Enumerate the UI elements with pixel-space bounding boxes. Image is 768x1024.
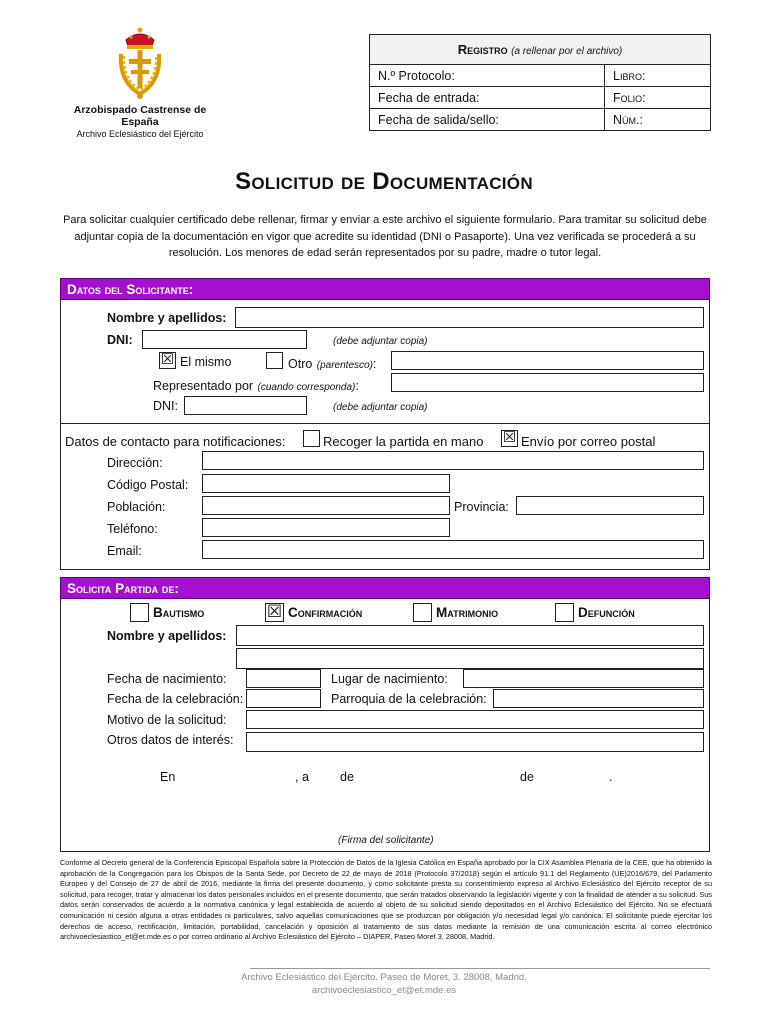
- fecha-salida-cell[interactable]: [370, 109, 605, 131]
- cp-label: Código Postal:: [107, 478, 189, 492]
- intro-text: Para solicitar cualquier certificado debe rellenar, firmar y enviar a este archivo el siguiente formulario. Para tramitar su solicitud debe adjuntar copia de la documentación en vigor que acredite su identidad (DNI o Pasaporte). Una vez verificada se procederá a su resolución. Los menores de edad serán representados por su padre, madre o tutor legal.: [63, 214, 707, 259]
- punto-label: .: [609, 770, 613, 784]
- header-logo-block: [60, 24, 220, 139]
- folio-cell[interactable]: [605, 87, 711, 109]
- envio-checkbox[interactable]: ☒: [502, 429, 517, 446]
- fecha-entrada-label: Fecha de entrada:: [378, 90, 480, 105]
- lugar-firma-label: En: [160, 770, 176, 784]
- telefono-input[interactable]: [202, 518, 450, 537]
- partida-nombre-input-2[interactable]: [236, 648, 704, 669]
- poblacion-input[interactable]: [202, 496, 450, 515]
- cuando-note: (cuando corresponda): [257, 382, 356, 393]
- dni-representante-input[interactable]: [184, 396, 307, 415]
- representado-label: Representado por: [153, 379, 254, 393]
- fecha-entrada-cell[interactable]: [370, 87, 605, 109]
- fecha-nacimiento-input[interactable]: [246, 669, 321, 688]
- folio-label: Folio:: [613, 90, 646, 105]
- parentesco-input[interactable]: [391, 351, 704, 370]
- libro-cell[interactable]: [605, 65, 711, 87]
- bautismo-checkbox[interactable]: [130, 603, 149, 622]
- dni-label: DNI:: [107, 333, 133, 347]
- lugar-nacimiento-input[interactable]: [463, 669, 704, 688]
- provincia-label: Provincia:: [454, 500, 509, 514]
- section-header-solicitante: Datos del Solicitante:: [60, 278, 710, 300]
- firma-label: (Firma del solicitante): [338, 835, 434, 846]
- libro-label: Libro:: [613, 68, 646, 83]
- registro-note: (a rellenar por el archivo): [511, 46, 623, 57]
- dni-representante-note: (debe adjuntar copia): [333, 402, 428, 413]
- parroquia-input[interactable]: [493, 689, 704, 708]
- registro-title: Registro: [457, 42, 508, 57]
- organization-name: Arzobispado Castrense de España: [73, 104, 207, 128]
- representado-label-group: [153, 377, 359, 395]
- registro-header: [370, 35, 711, 65]
- fecha-salida-label: Fecha de salida/sello:: [378, 112, 499, 127]
- dni-note: (debe adjuntar copia): [333, 336, 428, 347]
- registro-table: [369, 34, 711, 131]
- poblacion-label: Población:: [107, 500, 166, 514]
- num-cell[interactable]: [605, 109, 711, 131]
- bautismo-label: Bautismo: [153, 605, 205, 620]
- protocolo-cell[interactable]: [370, 65, 605, 87]
- coat-of-arms-icon: [117, 24, 163, 100]
- fecha-celebracion-input[interactable]: [246, 689, 321, 708]
- otros-datos-label: Otros datos de interés:: [107, 733, 234, 747]
- footer-address: Archivo Eclesiástico del Ejército. Paseo de Moret, 3. 28008, Madrid.: [241, 972, 527, 983]
- legal-text: Conforme al Decreto general de la Conferencia Episcopal Española sobre la Protección de Datos de la Iglesia Católica en España aprobado por la CIX Asamblea Plenaria de la CEE, que ha obtenido la aprobación de la Congregación para los Obispos de la Santa Sede, por Decreto de 22 de mayo de 2018 (Protocolo 37/2018) según el artículo 91.1 del Reglamento (UE)2016/679, del Parlamento Europeo y del Consejo de 27 de abril de 2016, mediante la firma del presente documento, y como solicitante presta su consentimiento expreso al Archivo Eclesiástico del Ejército receptor de su solicitud, para recoger, tratar y almacenar los datos personales incluidos en el presente documento, que serán tratados observando la legislación vigente y con la finalidad de atender a su solicitud. Sus datos serán conservados de acuerdo a la normativa canónica y legal establecida de acuerdo al objeto de su solicitud siendo depositados en el Archivo Eclesiástico del Ejército. No se efectuará comunicación ni cesión alguna a otras entidades ni particulares, salvo aquellas comunicaciones que se produzcan por obligación y/o necesidad legal y/o canónica. El solicitante puede ejercitar los derechos de acceso, rectificación, limitación, portabilidad, cancelación y oposición al tratamiento de sus datos mediante la remisión de una comunicación escrita al correo electrónico archivoeclesiastico_et@et.mde.es o por correo ordinario al Archivo Eclesiástico del Ejército – DIAPER, Paseo Moret 3, 28008, Madrid.: [60, 858, 712, 942]
- fecha-nacimiento-label: Fecha de nacimiento:: [107, 672, 227, 686]
- num-label: Núm.:: [613, 112, 643, 127]
- lugar-nacimiento-label: Lugar de nacimiento:: [331, 672, 448, 686]
- defuncion-label: Defunción: [578, 605, 635, 620]
- otro-label-group: [288, 355, 376, 373]
- de-label-1: de: [340, 770, 354, 784]
- email-label: Email:: [107, 544, 142, 558]
- colon: :: [355, 379, 359, 393]
- partida-nombre-input[interactable]: [236, 625, 704, 646]
- dni-input[interactable]: [142, 330, 307, 349]
- envio-label: Envío por correo postal: [521, 434, 656, 449]
- dni-representante-label: DNI:: [153, 399, 178, 413]
- footer-email: archivoeclesiastico_et@et.mde.es: [311, 985, 457, 996]
- de-label-2: de: [520, 770, 534, 784]
- otros-datos-input[interactable]: [246, 732, 704, 752]
- defuncion-checkbox[interactable]: [555, 603, 574, 622]
- confirmacion-label: Confirmación: [288, 605, 363, 620]
- section-header-partida: Solicita Partida de:: [60, 577, 710, 599]
- matrimonio-checkbox[interactable]: [413, 603, 432, 622]
- protocolo-label: N.º Protocolo:: [378, 68, 455, 83]
- fecha-celebracion-label: Fecha de la celebración:: [107, 692, 244, 706]
- direccion-label: Dirección:: [107, 456, 163, 470]
- motivo-label: Motivo de la solicitud:: [107, 713, 227, 727]
- recoger-checkbox[interactable]: [303, 430, 320, 447]
- colon: :: [372, 357, 377, 371]
- provincia-input[interactable]: [516, 496, 704, 515]
- el-mismo-label: El mismo: [180, 355, 232, 369]
- motivo-input[interactable]: [246, 710, 704, 729]
- representado-input[interactable]: [391, 373, 704, 392]
- el-mismo-checkbox[interactable]: ☒: [160, 351, 175, 368]
- partida-nombre-label: Nombre y apellidos:: [107, 629, 227, 643]
- otro-checkbox[interactable]: [266, 352, 283, 369]
- direccion-input[interactable]: [202, 451, 704, 470]
- nombre-input[interactable]: [235, 307, 704, 328]
- divider: [60, 423, 710, 424]
- recoger-label: Recoger la partida en mano: [323, 434, 484, 449]
- parroquia-label: Parroquia de la celebración:: [331, 692, 487, 706]
- parentesco-note: (parentesco): [316, 360, 373, 371]
- page-title: Solicitud de Documentación: [235, 168, 533, 195]
- footer-divider: [250, 968, 710, 969]
- otro-label: Otro: [288, 357, 313, 371]
- matrimonio-label: Matrimonio: [436, 605, 499, 620]
- organization-subtitle: Archivo Eclesiástico del Ejército: [76, 129, 204, 139]
- coma-a-label: , a: [295, 770, 309, 784]
- email-input[interactable]: [202, 540, 704, 559]
- telefono-label: Teléfono:: [107, 522, 158, 536]
- confirmacion-checkbox[interactable]: ☒: [266, 602, 283, 621]
- nombre-label: Nombre y apellidos:: [107, 311, 227, 325]
- contacto-label: Datos de contacto para notificaciones:: [65, 434, 286, 449]
- cp-input[interactable]: [202, 474, 450, 493]
